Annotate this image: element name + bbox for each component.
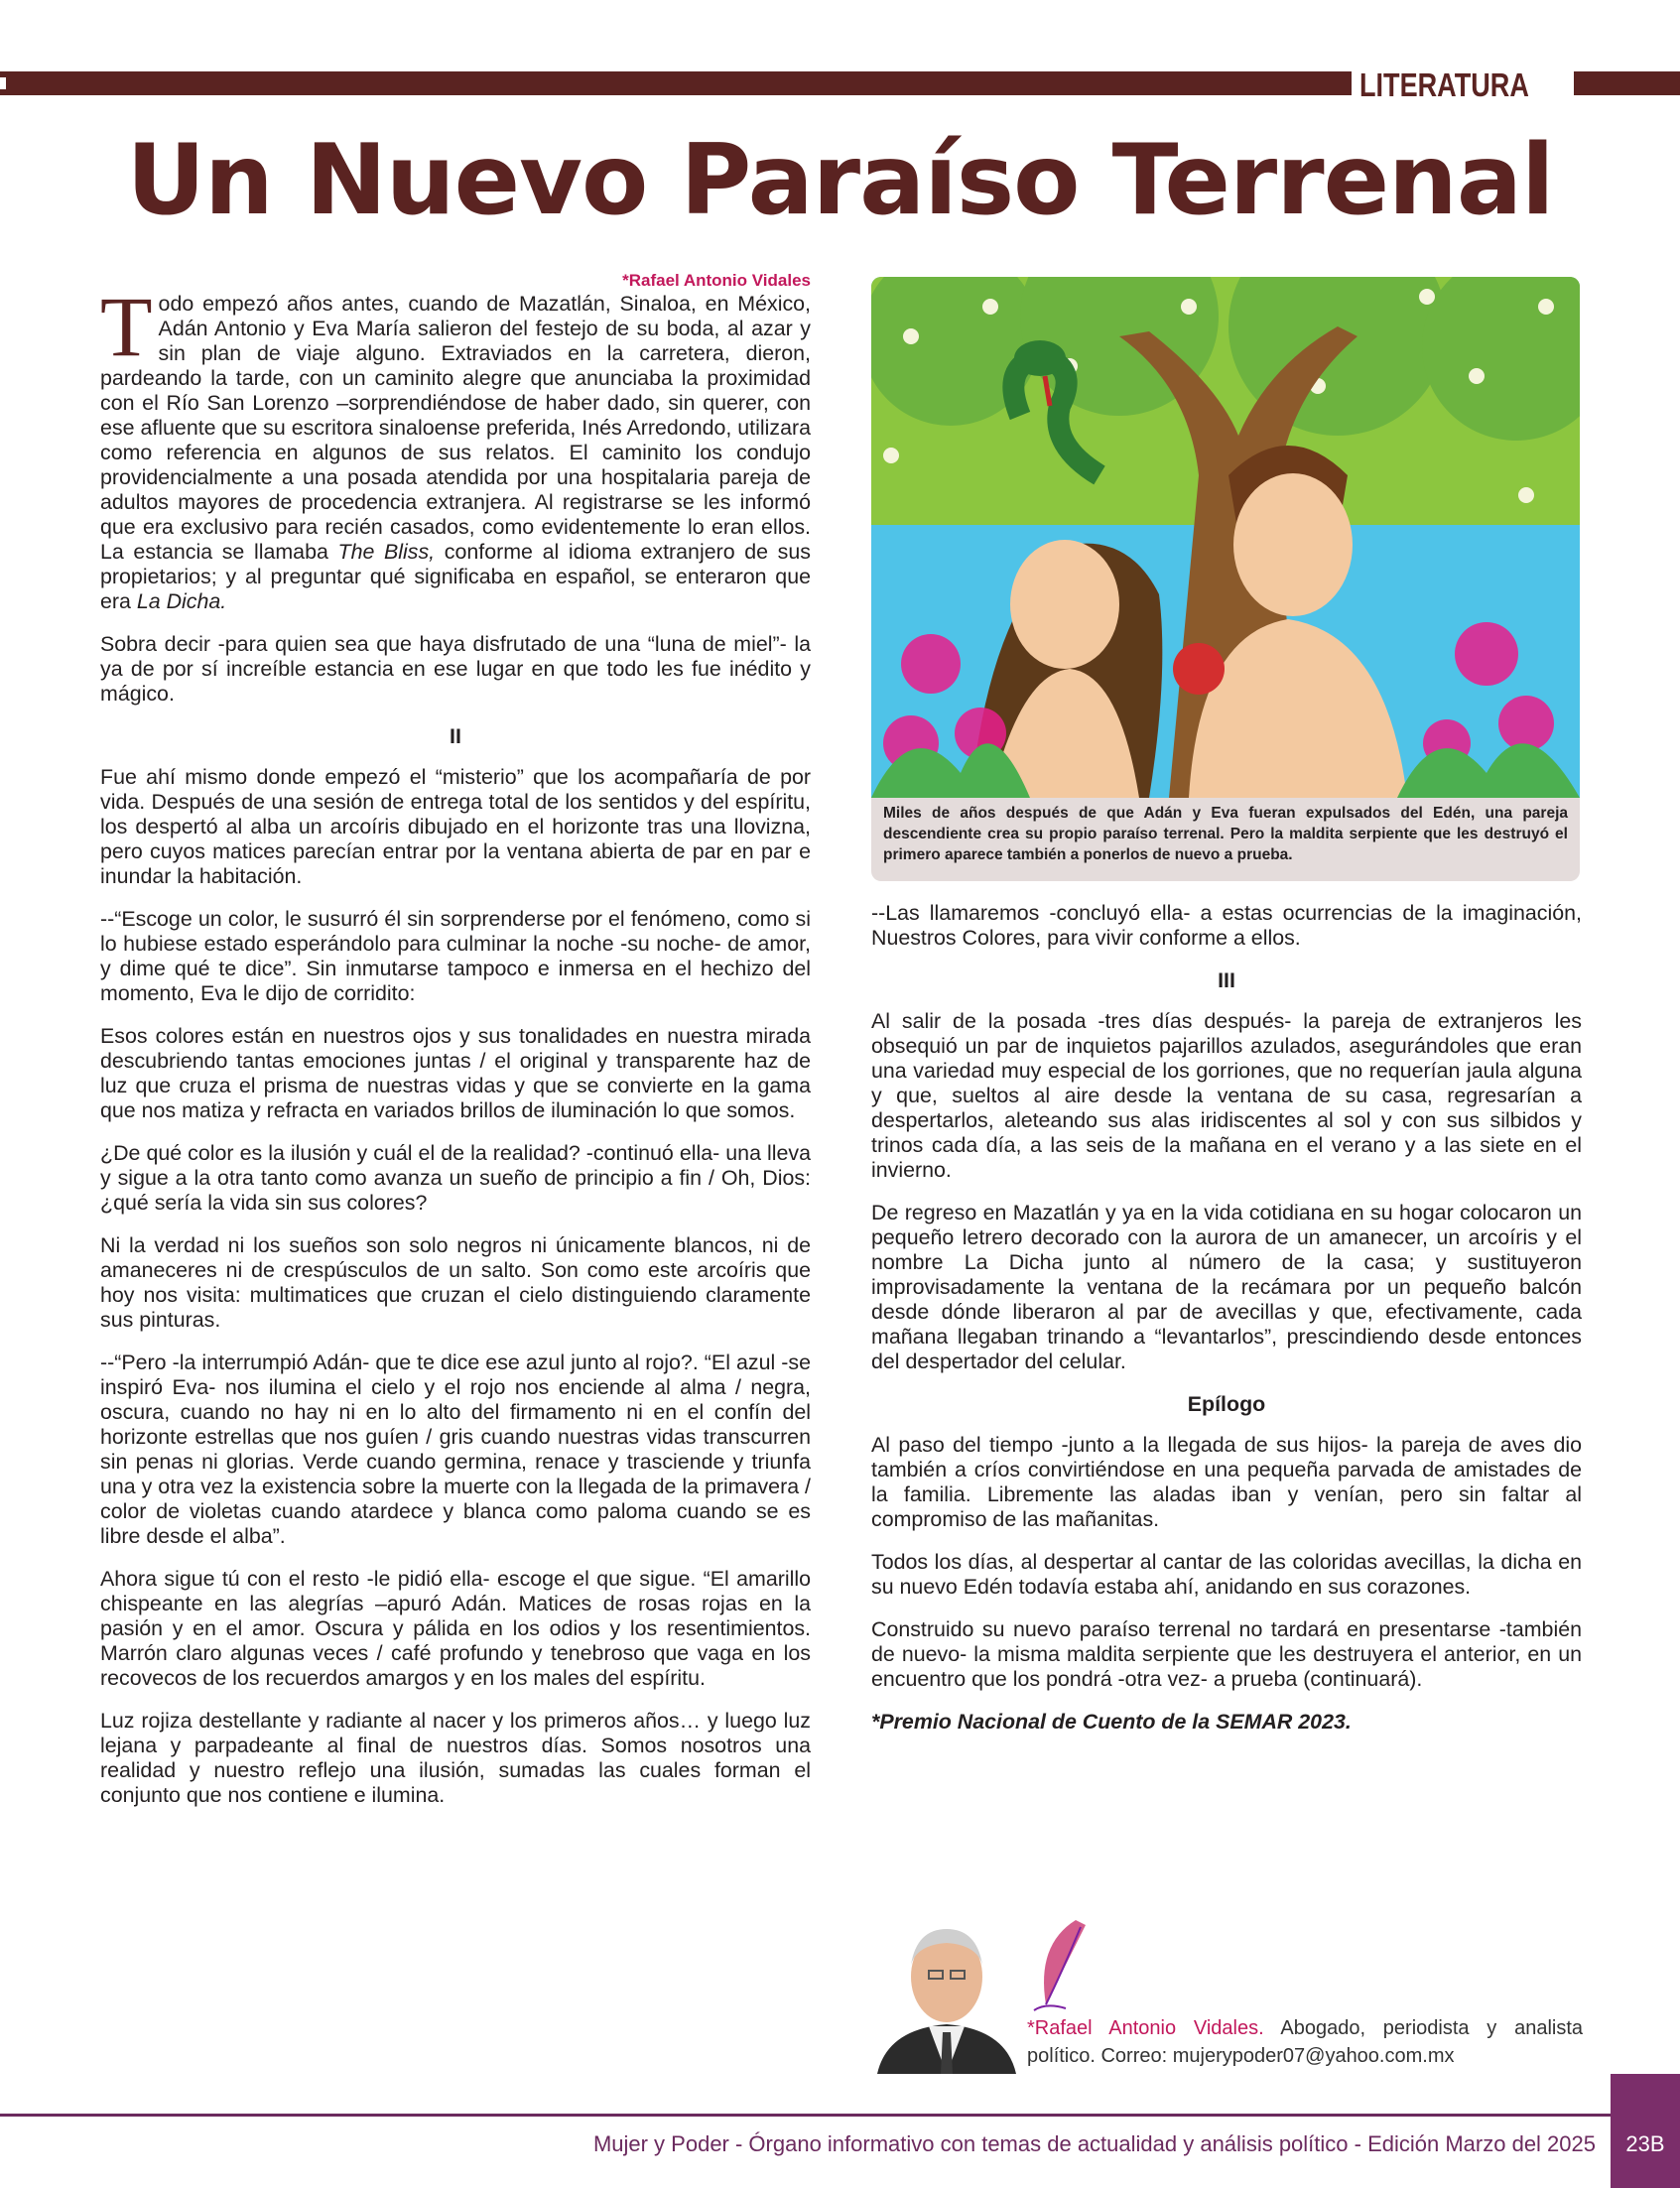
byline: *Rafael Antonio Vidales [622, 271, 811, 290]
paragraph-r6: Construido su nuevo paraíso terrenal no tardará en presentarse -también de nuevo- la misma maldita serpiente que les destruyera el anterior, en un encuentro que los pondrá -otra vez- a prueba (continuará). [871, 1617, 1582, 1691]
author-photo [867, 1915, 1026, 2074]
footer-text: Mujer y Poder - Órgano informativo con temas de actualidad y análisis político - Edición Marzo del 2025 [592, 2131, 1596, 2156]
author-bio: *Rafael Antonio Vidales. Abogado, periodista y analista político. Correo: mujerypoder07@yahoo.com.mx [1027, 2017, 1584, 2067]
paragraph-3: Fue ahí mismo donde empezó el “misterio” que los acompañaría de por vida. Después de una sesión de entrega total de los sentidos y del espíritu, los despertó al alba un arcoíris dibujado en el horizonte tras una llovizna, pero cuyos matices parecían entrar por la ventana abierta de par en par e inundar la habitación. [100, 765, 811, 888]
adam-eve-illustration [871, 277, 1580, 798]
quill-icon [1026, 1915, 1096, 2014]
header-bar [0, 71, 1352, 95]
paragraph-6: ¿De qué color es la ilusión y cuál el de la realidad? -continuó ella- una lleva y sigue a la otra tanto como avanza un sueño de principio a fin / Oh, Dios: ¿qué sería la vida sin sus colores? [100, 1141, 811, 1215]
author-name: *Rafael Antonio Vidales. [1027, 2017, 1264, 2039]
paragraph-8: --“Pero -la interrumpió Adán- que te dice ese azul junto al rojo?. “El azul -se inspiró Eva- nos ilumina el cielo y el rojo nos enciende al alma / negra, oscura, cuando no hay ni en lo alto del firmamento ni en el confín del horizonte estrellas que nos guíen / gris cuando nuestras vidas transcurren sin penas ni glorias. Verde cuando germina, renace y trasciende y triunfa una y otra vez la existencia sobre la muerte con la llegada de la primavera / color de violetas cuando atardece y blanca como paloma cuando se es libre desde el alba”. [100, 1351, 811, 1548]
paragraph-r2: Al salir de la posada -tres días después- la pareja de extranjeros les obsequió un par de inquietos pajarillos azulados, asegurándoles que eran una variedad muy especial de los gorriones, que no requerían jaula alguna y que, sueltos al aire desde la ventana de su casa, regresarían a despertarlos, aleteando sus alas iridiscentes al sol y con sus silbidos y trinos cada día, a las seis de la mañana en el verano y a las siete en el invierno. [871, 1009, 1582, 1182]
figure-caption: Miles de años después de que Adán y Eva fueran expulsados del Edén, una pareja descendiente crea su propio paraíso terrenal. Pero la maldita serpiente que les destruyó el primero aparece también a ponerlos de nuevo a prueba. [883, 805, 1568, 863]
article-illustration [871, 277, 1580, 881]
paragraph-r4: Al paso del tiempo -junto a la llegada de sus hijos- la pareja de aves dio también a críos convirtiéndose en una pequeña parvada de amistades de la familia. Libremente las aladas iban y venían, pero sin faltar al compromiso de las mañanitas. [871, 1433, 1582, 1531]
drop-cap: T [100, 279, 153, 374]
paragraph-5: Esos colores están en nuestros ojos y sus tonalidades en nuestra mirada descubriendo tantas emociones juntas / el original y transparente haz de luz que cruza el prisma de nuestras vidas y que se convierte en la gama que nos matiza y refracta en variados brillos de iluminación lo que somos. [100, 1024, 811, 1122]
paragraph-2: Sobra decir -para quien sea que haya disfrutado de una “luna de miel”- la ya de por sí increíble estancia en ese lugar en que todo les fue inédito y mágico. [100, 632, 811, 706]
section-label: LITERATURA [1359, 66, 1529, 103]
paragraph-7: Ni la verdad ni los sueños son solo negros ni únicamente blancos, ni de amaneceres ni de crespúsculos de un salto. Son como este arcoíris que hoy nos visita: multimatices que cruzan el cielo distinguiendo claramente sus pinturas. [100, 1233, 811, 1332]
header-bar-right [1574, 71, 1680, 95]
paragraph-4: --“Escoge un color, le susurró él sin sorprenderse por el fenómeno, como si lo hubiese estado esperándolo para culminar la noche -su noche- de amor, y dime qué te dice”. Sin inmutarse tampoco e inmersa en el hechizo del momento, Eva le dijo de corridito: [100, 907, 811, 1005]
award-note: *Premio Nacional de Cuento de la SEMAR 2023. [871, 1710, 1352, 1734]
paragraph-r5: Todos los días, al despertar al cantar de las coloridas avecillas, la dicha en su nuevo Edén todavía estaba ahí, anidando en sus corazones. [871, 1550, 1582, 1599]
page-number: 23B [1625, 2131, 1665, 2156]
right-column [871, 901, 1582, 1752]
paragraph-r3: De regreso en Mazatlán y ya en la vida cotidiana en su hogar colocaron un pequeño letrero decorado con la aurora de un amanecer, un arcoíris y el nombre La Dicha junto al número de la casa; y sustituyeron improvisadamente la ventana de la recámara por un pequeño balcón desde dónde liberaron al par de avecillas y que, efectivamente, cada mañana llegaban trinando a “levantarlos”, prescindiendo desde entonces del despertador del celular. [871, 1201, 1582, 1373]
section-heading-2: II [450, 724, 461, 748]
paragraph-9: Ahora sigue tú con el resto -le pidió ella- escoge el que sigue. “El amarillo chispeante en las alegrías –apuró Adán. Matices de rosas rojas en la pasión y en el amor. Oscura y pálida en los odios y los resentimientos. Marrón claro algunas veces / café profundo y tenebroso que vaga en los recovecos de los recuerdos amargos y en los males del espíritu. [100, 1567, 811, 1690]
paragraph-10: Luz rojiza destellante y radiante al nacer y los primeros años… y luego luz lejana y parpadeante al final de nuestros días. Somos nosotros una realidad y nuestro reflejo una ilusión, sumadas las cuales forman el conjunto que nos contiene e ilumina. [100, 1709, 811, 1807]
section-heading-epilogue: Epílogo [1187, 1392, 1266, 1416]
article-title: Un Nuevo Paraíso Terrenal [126, 124, 1554, 237]
paragraph-1: Todo empezó años antes, cuando de Mazatlán, Sinaloa, en México, Adán Antonio y Eva María salieron del festejo de su boda, al azar y sin plan de viaje alguno. Extraviados en la carretera, dieron, pardeando la tarde, con un caminito alegre que anunciaba la proximidad con el Río San Lorenzo –sorprendiéndose de haber dado, sin querer, con ese afluente que su escritora sinaloense preferida, Inés Arredondo, utilizara como referencia en algunos de sus relatos. El caminito los condujo providencialmente a una posada atendida por una hospitalaria pareja de adultos mayores de procedencia extranjera. Al registrarse se les informó que era exclusivo para recién casados, como evidentemente lo eran ellos. La estancia se llamaba The Bliss, conforme al idioma extranjero de sus propietarios; y al preguntar qué significaba en español, se enteraron que era La Dicha. [100, 279, 811, 613]
paragraph-r1: --Las llamaremos -concluyó ella- a estas ocurrencias de la imaginación, Nuestros Colores, para vivir conforme a ellos. [871, 901, 1582, 950]
left-column [100, 270, 811, 1826]
section-heading-3: III [1218, 968, 1235, 992]
footer-line [0, 2114, 1611, 2117]
